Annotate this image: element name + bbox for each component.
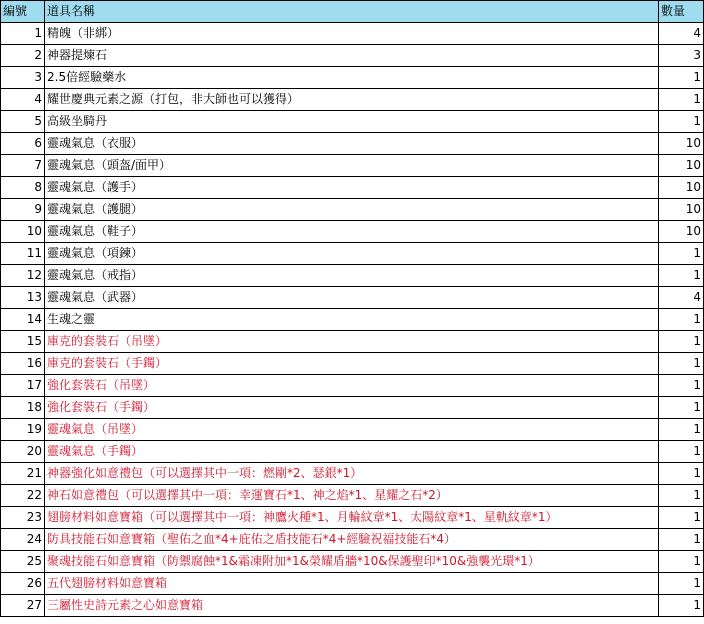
item-name: 靈魂氣息（衣服）: [45, 133, 659, 155]
header-number: 編號: [1, 1, 45, 23]
item-name: 靈魂氣息（手鐲）: [45, 441, 659, 463]
row-number: 4: [1, 89, 45, 111]
row-number: 1: [1, 23, 45, 45]
table-row: [1, 441, 704, 463]
item-quantity: 1: [659, 441, 704, 463]
item-quantity: 1: [659, 485, 704, 507]
item-quantity: 1: [659, 243, 704, 265]
table-row: [1, 353, 704, 375]
table-row: [1, 375, 704, 397]
table-row: [1, 551, 704, 573]
table-body: [1, 23, 704, 617]
table-row: [1, 199, 704, 221]
item-quantity: 1: [659, 331, 704, 353]
item-name: 強化套裝石（吊墜）: [45, 375, 659, 397]
table-row: [1, 111, 704, 133]
table-row: [1, 331, 704, 353]
table-row: [1, 155, 704, 177]
item-quantity: 1: [659, 375, 704, 397]
table-row: [1, 221, 704, 243]
row-number: 13: [1, 287, 45, 309]
row-number: 16: [1, 353, 45, 375]
row-number: 12: [1, 265, 45, 287]
item-name: 靈魂氣息（吊墜）: [45, 419, 659, 441]
row-number: 17: [1, 375, 45, 397]
table-row: [1, 463, 704, 485]
item-name: 防具技能石如意寶箱（聖佑之血*4+庇佑之盾技能石*4+經驗祝福技能石*4）: [45, 529, 659, 551]
item-quantity: 1: [659, 353, 704, 375]
row-number: 22: [1, 485, 45, 507]
item-name: 靈魂氣息（戒指）: [45, 265, 659, 287]
row-number: 11: [1, 243, 45, 265]
table-row: [1, 133, 704, 155]
item-name: 生魂之靈: [45, 309, 659, 331]
row-number: 25: [1, 551, 45, 573]
row-number: 21: [1, 463, 45, 485]
row-number: 26: [1, 573, 45, 595]
table-row: [1, 309, 704, 331]
table-row: [1, 507, 704, 529]
item-quantity: 1: [659, 507, 704, 529]
item-quantity: 4: [659, 23, 704, 45]
item-quantity: 10: [659, 221, 704, 243]
item-name: 靈魂氣息（武器）: [45, 287, 659, 309]
item-quantity: 10: [659, 199, 704, 221]
row-number: 23: [1, 507, 45, 529]
row-number: 7: [1, 155, 45, 177]
item-quantity: 1: [659, 463, 704, 485]
table-row: [1, 177, 704, 199]
table-row: [1, 529, 704, 551]
table-row: [1, 23, 704, 45]
row-number: 20: [1, 441, 45, 463]
table-row: [1, 45, 704, 67]
item-quantity: 10: [659, 177, 704, 199]
item-name: 2.5倍經驗藥水: [45, 67, 659, 89]
row-number: 8: [1, 177, 45, 199]
row-number: 2: [1, 45, 45, 67]
item-quantity: 4: [659, 287, 704, 309]
row-number: 19: [1, 419, 45, 441]
item-name: 強化套裝石（手鐲）: [45, 397, 659, 419]
item-name: 三屬性史詩元素之心如意寶箱: [45, 595, 659, 617]
item-name: 靈魂氣息（頭盔/面甲）: [45, 155, 659, 177]
item-quantity: 1: [659, 551, 704, 573]
item-name: 庫克的套裝石（吊墜）: [45, 331, 659, 353]
row-number: 24: [1, 529, 45, 551]
item-quantity: 1: [659, 67, 704, 89]
item-quantity: 1: [659, 265, 704, 287]
item-name: 靈魂氣息（鞋子）: [45, 221, 659, 243]
header-quantity: 數量: [659, 1, 704, 23]
item-quantity: 1: [659, 111, 704, 133]
table-row: [1, 287, 704, 309]
table-row: [1, 67, 704, 89]
row-number: 6: [1, 133, 45, 155]
item-quantity: 10: [659, 155, 704, 177]
header-item-name: 道具名稱: [45, 1, 659, 23]
header-row: [1, 1, 704, 23]
table-row: [1, 243, 704, 265]
table-row: [1, 265, 704, 287]
item-name: 神器提煉石: [45, 45, 659, 67]
row-number: 18: [1, 397, 45, 419]
item-quantity: 1: [659, 397, 704, 419]
item-name: 耀世慶典元素之源（打包，非大師也可以獲得）: [45, 89, 659, 111]
row-number: 14: [1, 309, 45, 331]
item-name: 靈魂氣息（護腿）: [45, 199, 659, 221]
item-name: 神器強化如意禮包（可以選擇其中一項：燃剛*2、瑟銀*1）: [45, 463, 659, 485]
row-number: 10: [1, 221, 45, 243]
table-row: [1, 89, 704, 111]
item-name: 高級坐騎丹: [45, 111, 659, 133]
table-row: [1, 485, 704, 507]
item-quantity: 1: [659, 573, 704, 595]
row-number: 27: [1, 595, 45, 617]
item-name: 五代翅膀材料如意寶箱: [45, 573, 659, 595]
item-name: 翅膀材料如意寶箱（可以選擇其中一項：神鷹火種*1、月輪紋章*1、太陽紋章*1、星軌紋章*1）: [45, 507, 659, 529]
row-number: 9: [1, 199, 45, 221]
item-name: 精魄（非綁）: [45, 23, 659, 45]
item-quantity: 1: [659, 309, 704, 331]
table-row: [1, 573, 704, 595]
item-quantity: 3: [659, 45, 704, 67]
item-name: 靈魂氣息（項鍊）: [45, 243, 659, 265]
row-number: 5: [1, 111, 45, 133]
item-name: 聚魂技能石如意寶箱（防禦腐蝕*1&霜凍附加*1&榮耀盾牆*10&保護聖印*10&強襲光環*1）: [45, 551, 659, 573]
table-row: [1, 419, 704, 441]
item-quantity: 1: [659, 89, 704, 111]
item-name: 神石如意禮包（可以選擇其中一項：幸運寶石*1、神之焰*1、星耀之石*2）: [45, 485, 659, 507]
item-name: 靈魂氣息（護手）: [45, 177, 659, 199]
table-row: [1, 595, 704, 617]
item-quantity: 1: [659, 529, 704, 551]
table-row: [1, 397, 704, 419]
item-quantity: 10: [659, 133, 704, 155]
item-name: 庫克的套裝石（手鐲）: [45, 353, 659, 375]
item-quantity: 1: [659, 419, 704, 441]
row-number: 15: [1, 331, 45, 353]
item-quantity: 1: [659, 595, 704, 617]
row-number: 3: [1, 67, 45, 89]
